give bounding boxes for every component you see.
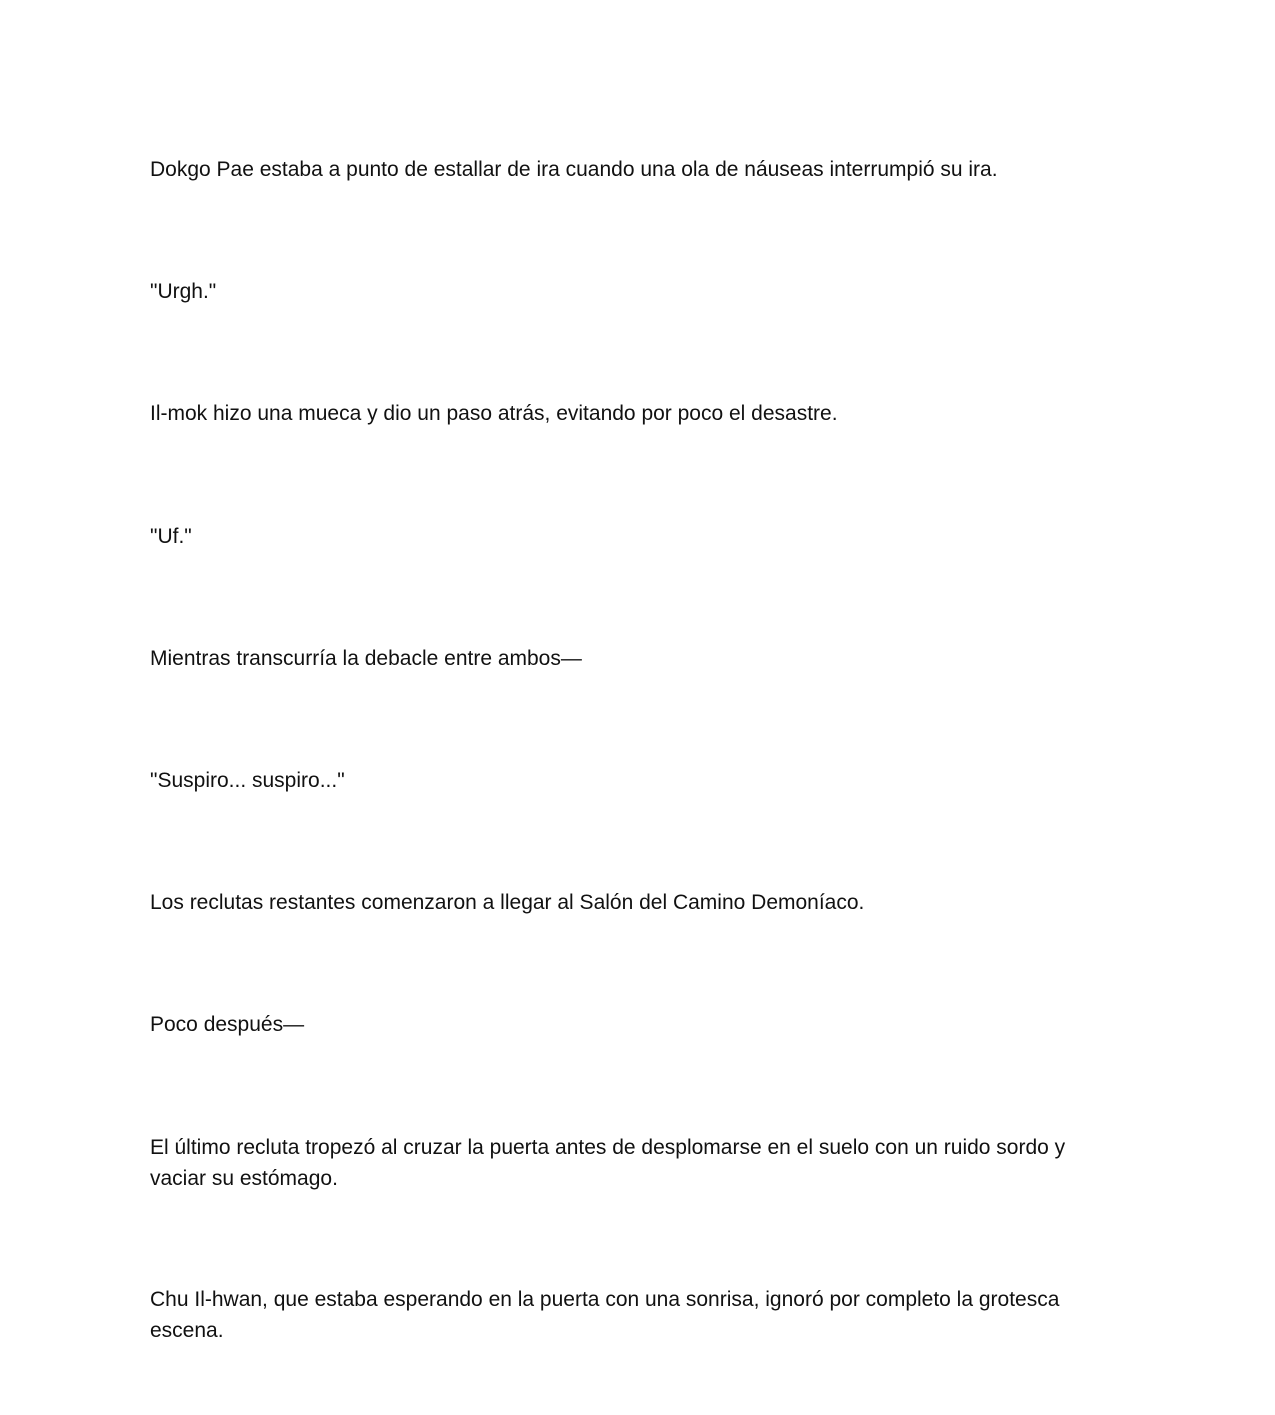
- paragraph: Il-mok hizo una mueca y dio un paso atrás, evitando por poco el desastre.: [150, 402, 838, 425]
- paragraph: Poco después—: [150, 1013, 305, 1036]
- paragraph: Los reclutas restantes comenzaron a llegar al Salón del Camino Demoníaco.: [150, 891, 865, 914]
- paragraph: Dokgo Pae estaba a punto de estallar de ira cuando una ola de náuseas interrumpió su ira.: [150, 158, 998, 181]
- paragraph: "Suspiro... suspiro...": [150, 769, 345, 792]
- paragraph: "Uf.": [150, 525, 192, 548]
- paragraph: "Urgh.": [150, 280, 217, 303]
- paragraph: El último recluta tropezó al cruzar la puerta antes de desplomarse en el suelo con un ruido sordo y vaciar su estómago.: [150, 1136, 1066, 1190]
- paragraph: Chu Il-hwan, que estaba esperando en la puerta con una sonrisa, ignoró por completo la grotesca escena.: [150, 1288, 1060, 1342]
- paragraph: Mientras transcurría la debacle entre ambos—: [150, 647, 582, 670]
